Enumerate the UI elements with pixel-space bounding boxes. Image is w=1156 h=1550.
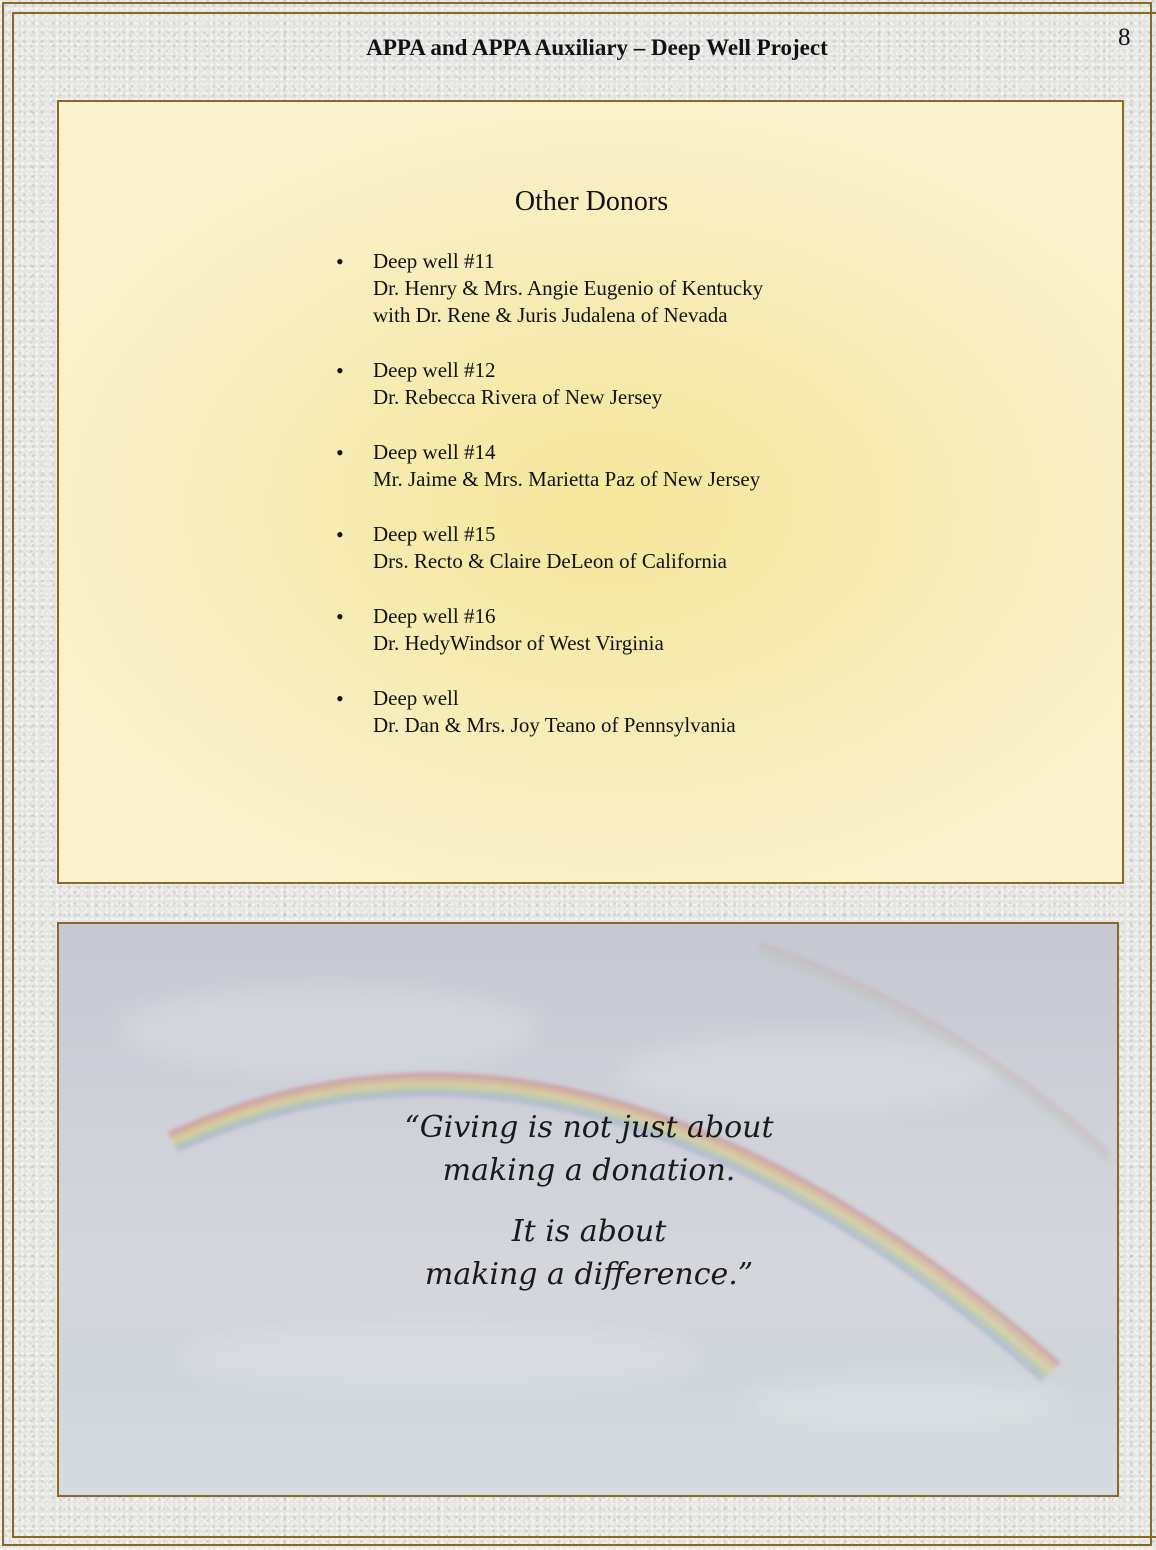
donor-names: with Dr. Rene & Juris Judalena of Nevada: [373, 303, 728, 327]
donor-well-label: Deep well #15: [373, 522, 496, 546]
donor-item: [336, 248, 763, 329]
donor-names: Dr. Henry & Mrs. Angie Eugenio of Kentucky: [373, 276, 764, 300]
donor-well-label: Deep well #12: [373, 358, 496, 382]
bullet-icon: •: [336, 604, 344, 629]
donor-item: [336, 357, 763, 411]
page-title: APPA and APPA Auxiliary – Deep Well Project: [366, 35, 828, 60]
donor-names: Drs. Recto & Claire DeLeon of California: [373, 549, 727, 573]
bullet-icon: •: [336, 440, 344, 465]
quote-line: It is about: [511, 1214, 667, 1249]
donor-list: [336, 248, 763, 767]
bullet-icon: •: [336, 522, 344, 547]
quote-panel: [57, 922, 1119, 1497]
quote-text: [59, 1106, 1119, 1296]
donor-well-label: Deep well #16: [373, 604, 496, 628]
donors-heading: Other Donors: [514, 186, 669, 217]
donor-names: Dr. Dan & Mrs. Joy Teano of Pennsylvania: [373, 713, 736, 737]
donor-names: Dr. HedyWindsor of West Virginia: [373, 631, 664, 655]
donor-names: Mr. Jaime & Mrs. Marietta Paz of New Jersey: [373, 467, 761, 491]
quote-line: “Giving is not just about: [404, 1110, 774, 1145]
bullet-icon: •: [336, 686, 344, 711]
quote-line: making a donation.: [442, 1153, 736, 1188]
donor-item: [336, 685, 763, 739]
donors-panel: [57, 100, 1124, 884]
bullet-icon: •: [336, 358, 344, 383]
quote-line: making a difference.”: [424, 1257, 754, 1292]
bullet-icon: •: [336, 249, 344, 274]
donor-item: [336, 521, 763, 575]
donor-well-label: Deep well #11: [373, 249, 495, 273]
donor-names: Dr. Rebecca Rivera of New Jersey: [373, 385, 663, 409]
donor-item: [336, 603, 763, 657]
donor-item: [336, 439, 763, 493]
donor-well-label: Deep well #14: [373, 440, 496, 464]
page-number: 8: [1118, 24, 1131, 51]
donor-well-label: Deep well: [373, 686, 459, 710]
